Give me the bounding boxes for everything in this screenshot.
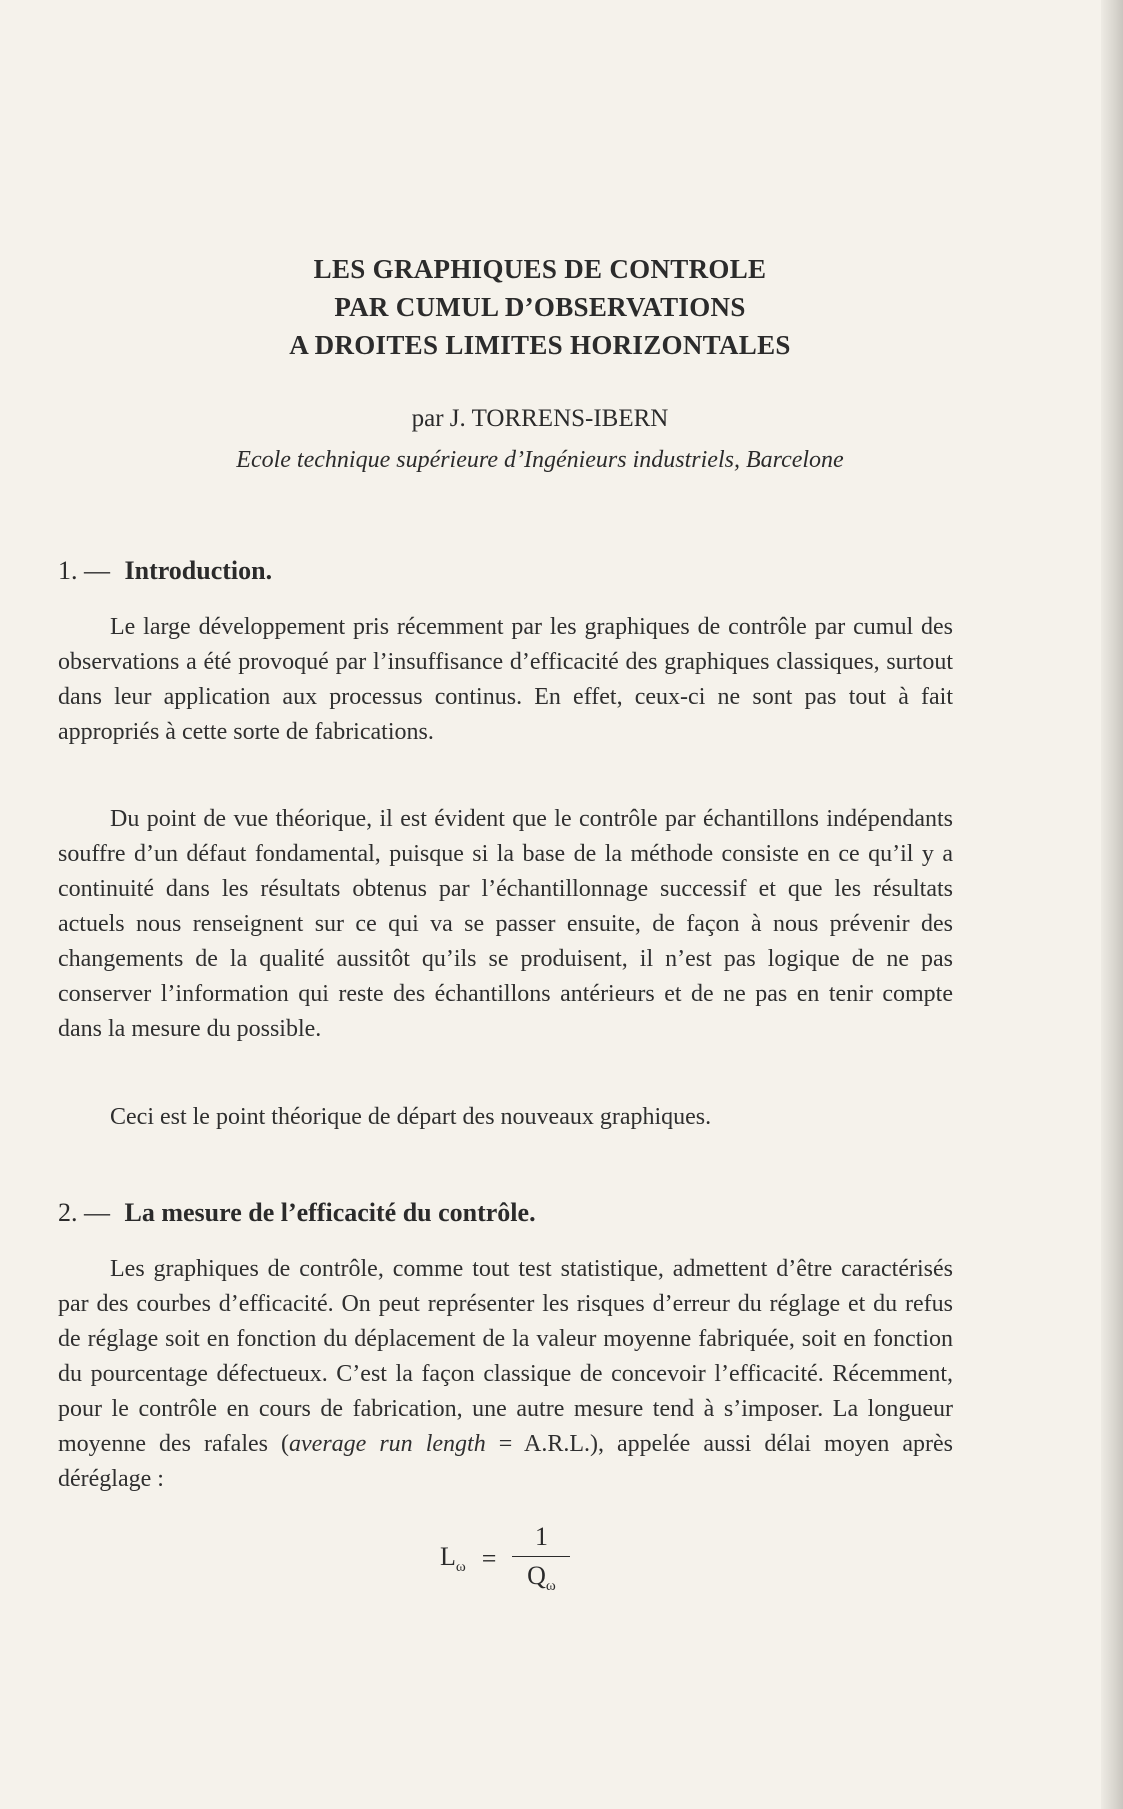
section-2-heading [58,1198,536,1228]
formula-equals: = [481,1543,497,1573]
formula-lhs-subscript: ω [455,1558,466,1575]
formula-fraction [512,1522,570,1595]
title-line-2: PAR CUMUL D’OBSERVATIONS [334,292,746,322]
formula-denominator-symbol: Q [527,1561,546,1590]
section-1-number: 1. — [58,556,110,585]
section-2-paragraph-1-part-b: = A.R.L.), appelée aussi délai moyen après déréglage : [58,1431,954,1492]
arl-formula [440,1522,570,1595]
section-1-heading [58,556,272,586]
title-line-1: LES GRAPHIQUES DE CONTROLE [313,254,767,284]
paper-title [150,250,930,364]
formula-lhs [440,1542,466,1576]
title-line-3: A DROITES LIMITES HORIZONTALES [289,330,791,360]
section-2-paragraph-1 [58,1252,953,1497]
formula-numerator: 1 [534,1522,548,1551]
formula-denominator-subscript: ω [545,1578,556,1595]
section-2-title: La mesure de l’efficacité du contrôle. [124,1198,536,1227]
page-edge-shadow [1101,0,1123,1809]
section-2-paragraph-1-italic: average run length [289,1431,486,1457]
section-2-paragraph-1-part-a: Les graphiques de contrôle, comme tout test statistique, admettent d’être caractérisés par des courbes d’efficacité. On peut représenter les risques d’erreur du réglage et du refus de réglage soit en fonction du déplacement de la valeur moyenne fabriquée, soit en fonction du pourcentage défectueux. C’est la façon classique de concevoir l’efficacité. Récemment, pour le contrôle en cours de fabrication, une autre mesure tend à s’imposer. La longueur moyenne des rafales ( [58,1256,953,1457]
affiliation: Ecole technique supérieure d’Ingénieurs industriels, Barcelone [236,447,844,473]
formula-denominator [527,1557,556,1595]
author: par J. TORRENS-IBERN [411,405,669,432]
section-1-title: Introduction. [124,556,273,585]
section-2-number: 2. — [58,1198,110,1227]
section-1-paragraph-2: Du point de vue théorique, il est évident que le contrôle par échantillons indépendants souffre d’un défaut fondamental, puisque si la base de la méthode consiste en ce qu’il y a continuité dans les résultats obtenus par l’échantillonnage successif et que les résultats actuels nous renseignent sur ce qui va se passer ensuite, de façon à nous prévenir des changements de la qualité aussitôt qu’ils se produisent, il n’est pas logique de ne pas conserver l’information qui reste des échantillons antérieurs et de ne pas en tenir compte dans la mesure du possible. [58,806,953,1042]
section-1-paragraph-3: Ceci est le point théorique de départ des nouveaux graphiques. [110,1104,712,1130]
section-1-paragraph-1: Le large développement pris récemment par les graphiques de contrôle par cumul des observations a été provoqué par l’insuffisance d’efficacité des graphiques classiques, surtout dans leur application aux processus continus. En effet, ceux-ci ne sont pas tout à fait appropriés à cette sorte de fabrications. [58,614,953,745]
formula-lhs-symbol: L [440,1541,456,1571]
